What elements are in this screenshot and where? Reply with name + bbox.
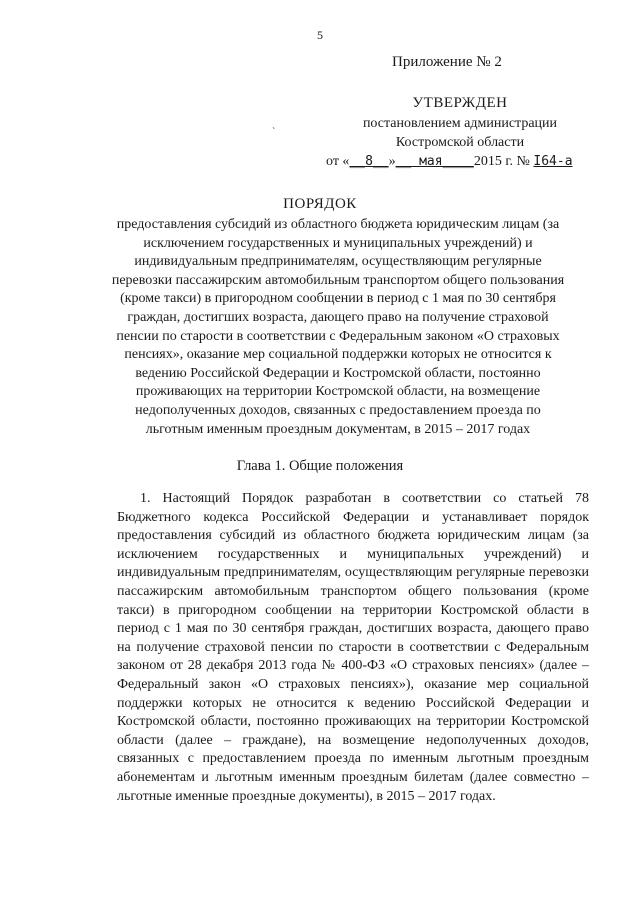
approval-block bbox=[300, 94, 620, 171]
paragraph-1: 1. Настоящий Порядок разработан в соответствии со статьей 78 Бюджетного кодекса Российской Федерации и устанавливает порядок предоставления субсидий из областного бюджета юридическим лицам (за исключением государственных и муниципальных учреждений) и индивидуальным предпринимателям, осуществляющим регулярные перевозки пассажирским автомобильным транспортом общего пользования (кроме такси) в пригородном сообщении на территории Костромской области в период с 1 мая по 30 сентября граждан, достигших возраста, дающего право на получение страховой пенсии по старости в соответствии с Федеральным законом от 28 декабря 2013 года № 400-ФЗ «О страховых пенсиях» (далее – Федеральный закон «О страховых пенсиях»), оказание мер социальной поддержки которых не относится к ведению Российской Федерации и Костромской области, постоянно проживающих на территории Костромской области (далее – граждане), на возмещение недополученных доходов, связанных с предоставлением проезда по именным льготным проездным абонементам и льготным именным проездным билетам (далее совместно – льготные именные проездные документы), в 2015 – 2017 годах. bbox=[117, 491, 589, 804]
approval-date-line bbox=[300, 152, 620, 171]
approval-day: __8__ bbox=[349, 154, 389, 169]
appendix-label: Приложение № 2 bbox=[392, 54, 502, 70]
date-prefix: от « bbox=[326, 154, 350, 169]
date-mid: » bbox=[388, 154, 396, 169]
chapter-title: Глава 1. Общие положения bbox=[236, 458, 404, 474]
order-subtitle: предоставления субсидий из областного бюджета юридическим лицам (за исключением государственных и муниципальных учреждений) и индивидуальным предпринимателям, осуществляющим регулярные перевозки пассажирским автомобильным транспортом общего пользования (кроме такси) в пригородном сообщении в период с 1 мая по 30 сентября граждан, достигших возраста, дающего право на получение страховой пенсии по старости в соответствии с Федеральным законом «О страховых пенсиях», оказание мер социальной поддержки которых не относится к ведению Российской Федерации и Костромской области, постоянно проживающих на территории Костромской области, на возмещение недополученных доходов, связанных с предоставлением проезда по льготным именным проездным документам, в 2015 – 2017 годах bbox=[111, 217, 565, 437]
order-title: ПОРЯДОК bbox=[283, 196, 357, 212]
approved-title: УТВЕРЖДЕН bbox=[412, 95, 508, 111]
page-number: 5 bbox=[317, 28, 323, 42]
approval-month: __ мая____ bbox=[395, 154, 474, 169]
approved-line-2: Костромской области bbox=[395, 135, 525, 150]
approved-line-1: постановлением администрации bbox=[362, 116, 558, 131]
approval-number: I64-а bbox=[533, 154, 573, 169]
date-year: 2015 г. № bbox=[473, 154, 530, 169]
stray-mark: ` bbox=[272, 127, 276, 138]
